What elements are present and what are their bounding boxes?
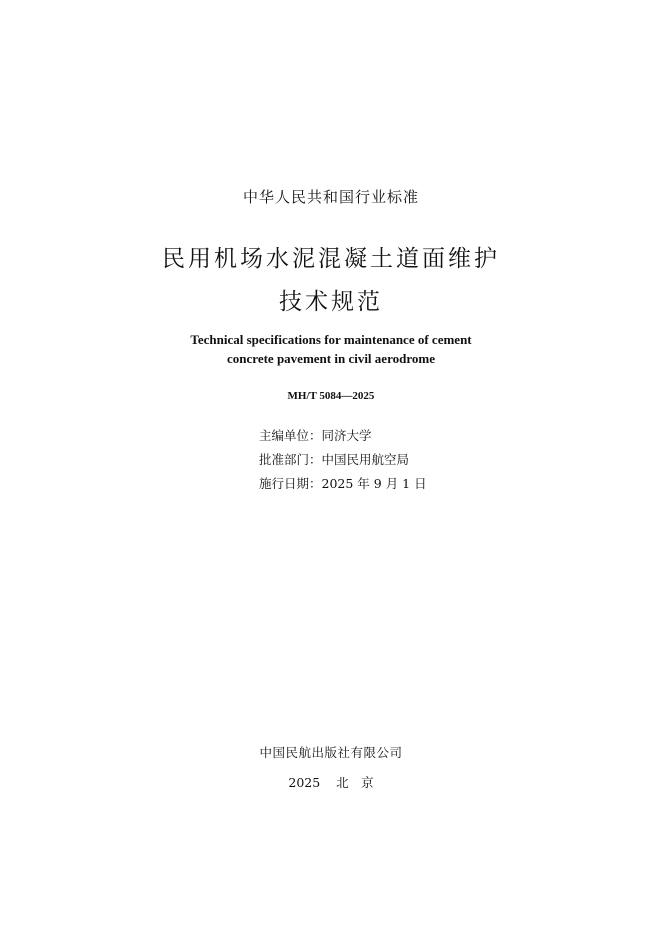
- info-value: 中国民用航空局: [321, 452, 410, 467]
- info-label: 施行日期：: [259, 476, 322, 491]
- publication-year: 2025: [288, 775, 321, 790]
- info-row-approver: [259, 448, 427, 472]
- standard-number: MH/T 5084—2025: [287, 390, 375, 402]
- english-title-line-1: Technical specifications for maintenance of cement: [190, 332, 472, 347]
- info-label: 批准部门：: [259, 452, 322, 467]
- info-block: [259, 424, 427, 496]
- publication-city: 北 京: [336, 775, 374, 790]
- info-label: 主编单位：: [259, 428, 322, 443]
- publication-year-place: [0, 773, 662, 791]
- publisher-name: 中国民航出版社有限公司: [259, 745, 403, 760]
- info-value: 同济大学: [321, 428, 372, 443]
- info-row-editor: [259, 424, 427, 448]
- info-row-effective-date: [259, 472, 427, 496]
- chinese-title-line-1: 民用机场水泥混凝土道面维护: [162, 246, 500, 272]
- info-value: 2025 年 9 月 1 日: [321, 476, 427, 491]
- chinese-title-line-2: 技术规范: [279, 289, 383, 315]
- standard-type-heading: 中华人民共和国行业标准: [242, 188, 419, 206]
- english-title-line-2: concrete pavement in civil aerodrome: [227, 351, 435, 366]
